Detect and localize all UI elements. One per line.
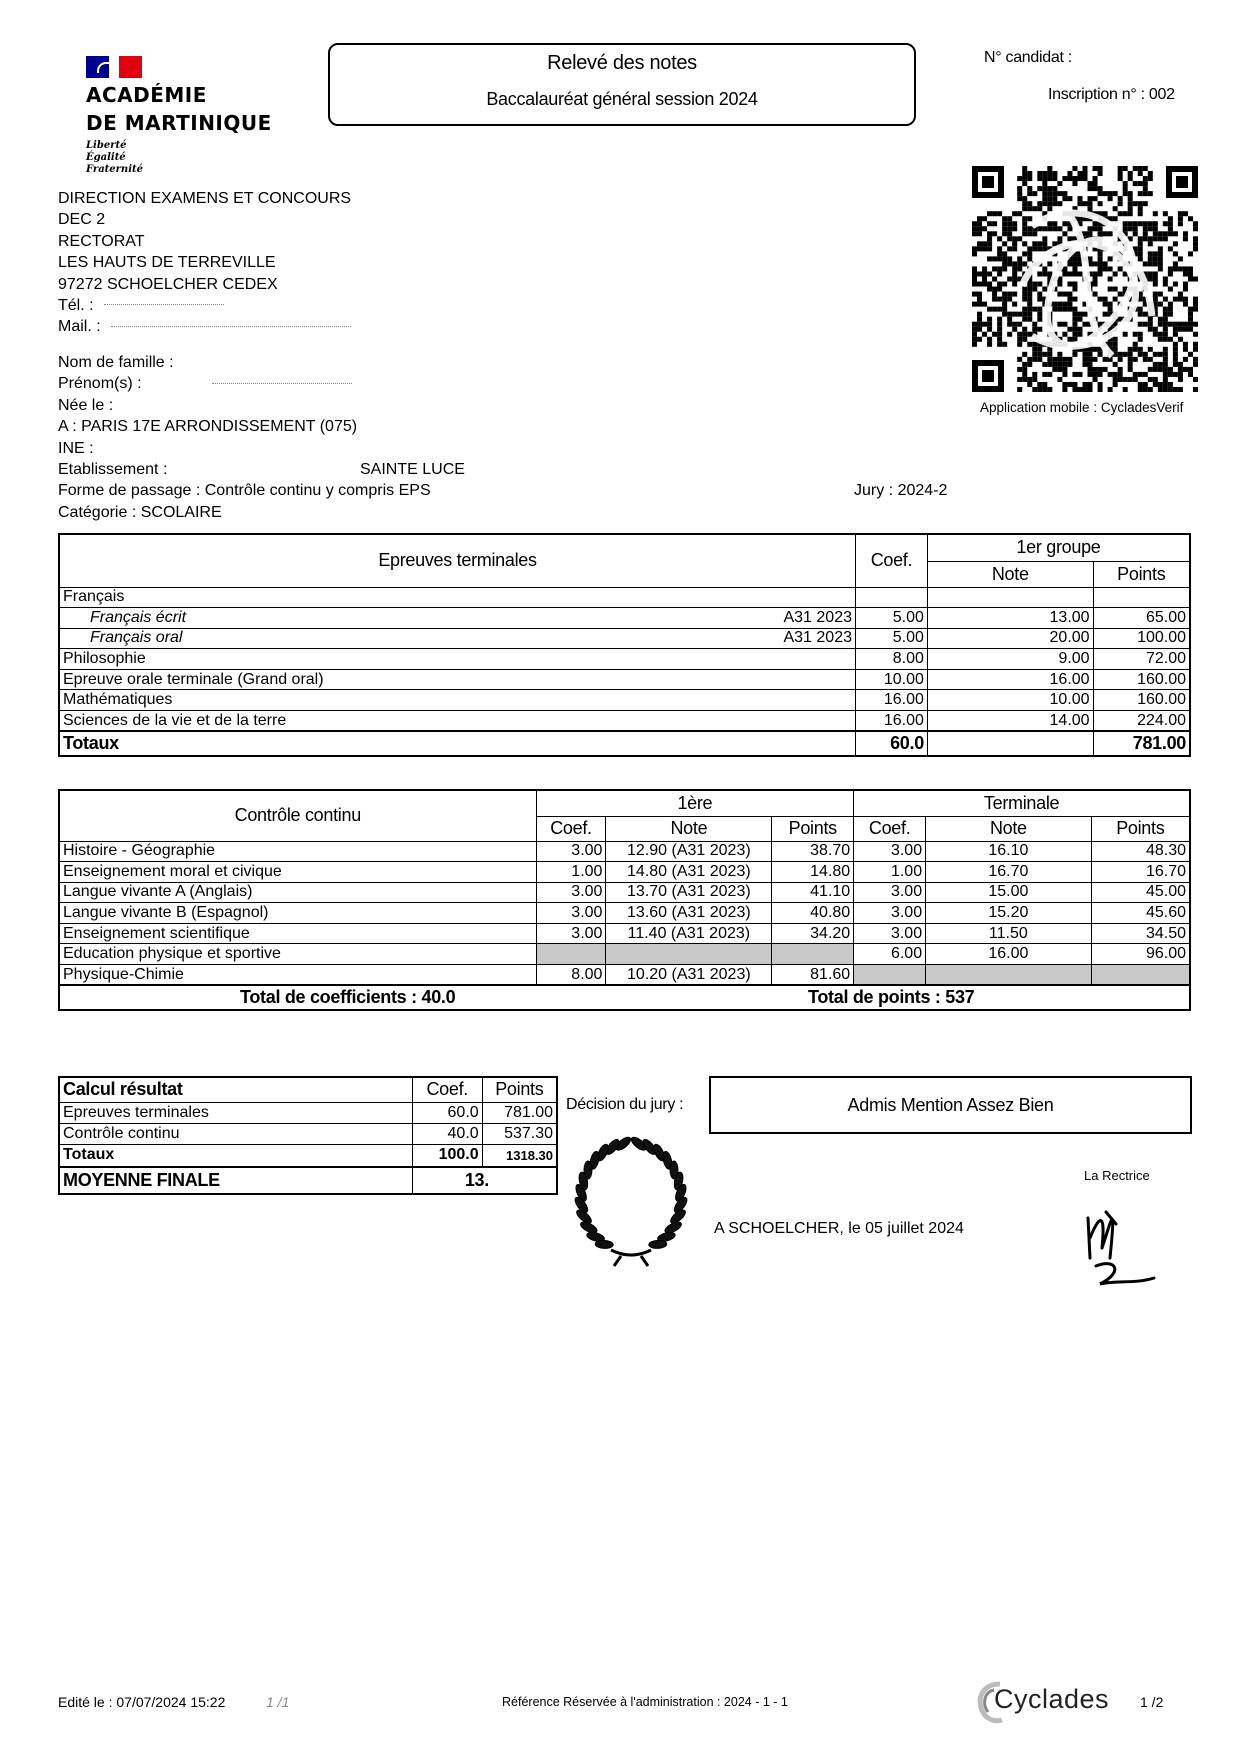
epreuve-label: Mathématiques bbox=[63, 691, 173, 709]
decision-label: Décision du jury : bbox=[566, 1096, 684, 1113]
laurel-wreath-icon bbox=[566, 1128, 696, 1268]
epreuve-label: Philosophie bbox=[63, 650, 146, 668]
coef-header: Coef. bbox=[536, 816, 606, 841]
epreuve-label-cell bbox=[59, 628, 856, 649]
place-date: A SCHOELCHER, le 05 juillet 2024 bbox=[714, 1220, 964, 1237]
calcul-label: Contrôle continu bbox=[59, 1123, 412, 1144]
note-cell: 13.00 bbox=[927, 608, 1093, 629]
points-terminale bbox=[1091, 965, 1190, 986]
coef-terminale: 3.00 bbox=[854, 841, 926, 862]
epreuve-label: Français oral bbox=[90, 629, 183, 647]
address-block bbox=[58, 188, 351, 338]
note-terminale: 15.20 bbox=[926, 903, 1092, 924]
footer-pages: 1 /2 bbox=[1140, 1694, 1164, 1710]
etablissement-row bbox=[58, 459, 958, 480]
epreuve-session: A31 2023 bbox=[783, 629, 852, 647]
coef-header: Coef. bbox=[856, 534, 928, 587]
controle-totals bbox=[59, 985, 1190, 1010]
mail-label: Mail. : bbox=[58, 318, 101, 336]
epreuve-label-cell bbox=[59, 690, 856, 711]
devise bbox=[86, 140, 286, 176]
coef-terminale: 3.00 bbox=[854, 882, 926, 903]
redacted-field bbox=[111, 326, 351, 329]
academie-logo bbox=[86, 56, 286, 176]
address-line: DIRECTION EXAMENS ET CONCOURS bbox=[58, 190, 352, 207]
tel-label: Tél. : bbox=[58, 297, 94, 315]
epreuve-label: Français écrit bbox=[90, 608, 187, 626]
document-subtitle: Baccalauréat général session 2024 bbox=[486, 89, 758, 109]
inscription-number: Inscription n° : 002 bbox=[1048, 86, 1175, 103]
table-row bbox=[59, 841, 1190, 862]
note-terminale bbox=[926, 965, 1092, 986]
controle-table bbox=[58, 789, 1191, 1011]
note-cell bbox=[927, 587, 1093, 608]
note-1ere: 10.20 (A31 2023) bbox=[606, 965, 772, 986]
epreuve-label-cell bbox=[59, 587, 856, 608]
epreuve-label-cell bbox=[59, 649, 856, 670]
totaux-row bbox=[59, 731, 1190, 756]
address-line: RECTORAT bbox=[58, 232, 145, 250]
etablissement-value: SAINTE LUCE bbox=[360, 461, 465, 479]
coef-cell: 16.00 bbox=[856, 711, 928, 732]
note-1ere: 13.70 (A31 2023) bbox=[606, 882, 772, 903]
signatory-title: La Rectrice bbox=[1084, 1168, 1150, 1183]
address-line: LES HAUTS DE TERREVILLE bbox=[58, 254, 276, 272]
premiere-header: 1ère bbox=[536, 790, 854, 816]
cyclades-brand: Cyclades bbox=[994, 1684, 1110, 1714]
table-row bbox=[59, 1102, 557, 1123]
coef-1ere: 3.00 bbox=[536, 903, 606, 924]
calcul-totaux-row bbox=[59, 1144, 557, 1167]
coef-cell: 5.00 bbox=[856, 628, 928, 649]
logo-line-2: DE MARTINIQUE bbox=[86, 111, 272, 135]
calcul-totaux-label: Totaux bbox=[59, 1144, 412, 1167]
table-row bbox=[59, 923, 1190, 944]
points-cell bbox=[1093, 587, 1190, 608]
points-header: Points bbox=[1091, 816, 1190, 841]
matiere-label: Enseignement scientifique bbox=[59, 923, 536, 944]
prenom-row bbox=[58, 373, 958, 394]
note-1ere bbox=[606, 944, 772, 965]
prenom-label: Prénom(s) : bbox=[58, 375, 142, 393]
footer-page: 1 /1 bbox=[266, 1694, 290, 1710]
coef-header: Coef. bbox=[412, 1077, 482, 1102]
epreuves-header: Epreuves terminales bbox=[59, 534, 856, 587]
epreuve-label: Français bbox=[63, 588, 125, 606]
devise-fraternite: Fraternité bbox=[86, 164, 143, 175]
table-row bbox=[59, 944, 1190, 965]
coef-cell: 5.00 bbox=[856, 608, 928, 629]
coef-1ere: 1.00 bbox=[536, 862, 606, 883]
epreuve-label-cell bbox=[59, 711, 856, 732]
table-row bbox=[59, 649, 1190, 670]
matiere-label: Education physique et sportive bbox=[59, 944, 536, 965]
matiere-label: Enseignement moral et civique bbox=[59, 862, 536, 883]
forme-row bbox=[58, 480, 958, 501]
total-points: Total de points : 537 bbox=[808, 987, 975, 1008]
points-terminale: 16.70 bbox=[1091, 862, 1190, 883]
birthplace: A : PARIS 17E ARRONDISSEMENT (075) bbox=[58, 418, 358, 436]
table-row bbox=[59, 882, 1190, 903]
calcul-coef: 60.0 bbox=[412, 1102, 482, 1123]
note-1ere: 11.40 (A31 2023) bbox=[606, 923, 772, 944]
redacted-field bbox=[212, 383, 352, 386]
groupe-header: 1er groupe bbox=[927, 534, 1190, 561]
epreuve-label-cell bbox=[59, 669, 856, 690]
matiere-label: Histoire - Géographie bbox=[59, 841, 536, 862]
points-cell: 160.00 bbox=[1093, 690, 1190, 711]
epreuve-label-cell bbox=[59, 608, 856, 629]
note-1ere: 14.80 (A31 2023) bbox=[606, 862, 772, 883]
contact-tel bbox=[58, 295, 351, 316]
moyenne-row bbox=[59, 1167, 557, 1194]
note-cell: 20.00 bbox=[927, 628, 1093, 649]
decision-value: Admis Mention Assez Bien bbox=[709, 1076, 1192, 1134]
coef-cell: 8.00 bbox=[856, 649, 928, 670]
footer-reference: Référence Réservée à l'administration : 2024 - 1 - 1 bbox=[502, 1695, 788, 1709]
categorie: Catégorie : SCOLAIRE bbox=[58, 503, 222, 521]
note-1ere: 12.90 (A31 2023) bbox=[606, 841, 772, 862]
epreuve-session: A31 2023 bbox=[783, 608, 852, 626]
note-header: Note bbox=[927, 561, 1093, 587]
points-1ere: 41.10 bbox=[772, 882, 854, 903]
calcul-points: 781.00 bbox=[482, 1102, 557, 1123]
note-terminale: 15.00 bbox=[926, 882, 1092, 903]
calcul-coef: 40.0 bbox=[412, 1123, 482, 1144]
address-line: DEC 2 bbox=[58, 211, 106, 229]
table-row bbox=[59, 965, 1190, 986]
points-1ere: 40.80 bbox=[772, 903, 854, 924]
points-1ere: 34.20 bbox=[772, 923, 854, 944]
calcul-totaux-points: 1318.30 bbox=[482, 1144, 557, 1167]
total-coefficients: Total de coefficients : 40.0 bbox=[240, 987, 456, 1008]
forme-passage: Forme de passage : Contrôle continu y compris EPS bbox=[58, 482, 431, 500]
footer-edited-date: Edité le : 07/07/2024 15:22 bbox=[58, 1694, 226, 1710]
epreuves-table bbox=[58, 533, 1191, 757]
matiere-label: Langue vivante B (Espagnol) bbox=[59, 903, 536, 924]
jury: Jury : 2024-2 bbox=[854, 482, 948, 500]
note-1ere: 13.60 (A31 2023) bbox=[606, 903, 772, 924]
points-terminale: 96.00 bbox=[1091, 944, 1190, 965]
points-cell: 224.00 bbox=[1093, 711, 1190, 732]
controle-totals-row bbox=[59, 985, 1190, 1010]
marianne-flag-icon bbox=[86, 56, 142, 78]
etablissement-label: Etablissement : bbox=[58, 461, 168, 479]
table-row bbox=[59, 669, 1190, 690]
note-cell: 14.00 bbox=[927, 711, 1093, 732]
devise-liberte: Liberté bbox=[86, 140, 127, 151]
table-row bbox=[59, 690, 1190, 711]
matiere-label: Langue vivante A (Anglais) bbox=[59, 882, 536, 903]
table-row bbox=[59, 1123, 557, 1144]
points-terminale: 45.60 bbox=[1091, 903, 1190, 924]
coef-terminale: 3.00 bbox=[854, 903, 926, 924]
address-line: 97272 SCHOELCHER CEDEX bbox=[58, 275, 278, 293]
moyenne-label: MOYENNE FINALE bbox=[59, 1167, 412, 1194]
devise-egalite: Égalité bbox=[86, 152, 126, 163]
note-terminale: 11.50 bbox=[926, 923, 1092, 944]
points-header: Points bbox=[482, 1077, 557, 1102]
totaux-points: 781.00 bbox=[1093, 731, 1190, 756]
points-cell: 160.00 bbox=[1093, 669, 1190, 690]
totaux-label: Totaux bbox=[59, 731, 856, 756]
title-box bbox=[328, 43, 916, 126]
signature-icon bbox=[1076, 1188, 1156, 1298]
table-row bbox=[59, 862, 1190, 883]
moyenne-value: 13. bbox=[412, 1167, 557, 1194]
qr-code-icon bbox=[972, 166, 1198, 392]
totaux-coef: 60.0 bbox=[856, 731, 928, 756]
coef-1ere: 3.00 bbox=[536, 841, 606, 862]
terminale-header: Terminale bbox=[854, 790, 1190, 816]
table-row bbox=[59, 608, 1190, 629]
matiere-label: Physique-Chimie bbox=[59, 965, 536, 986]
controle-header: Contrôle continu bbox=[59, 790, 536, 841]
coef-cell: 10.00 bbox=[856, 669, 928, 690]
totaux-note bbox=[927, 731, 1093, 756]
calcul-totaux-coef: 100.0 bbox=[412, 1144, 482, 1167]
table-row bbox=[59, 711, 1190, 732]
note-header: Note bbox=[606, 816, 772, 841]
note-cell: 9.00 bbox=[927, 649, 1093, 670]
points-cell: 72.00 bbox=[1093, 649, 1190, 670]
coef-1ere: 3.00 bbox=[536, 923, 606, 944]
table-row bbox=[59, 903, 1190, 924]
coef-header: Coef. bbox=[854, 816, 926, 841]
redacted-field bbox=[104, 304, 224, 307]
note-terminale: 16.10 bbox=[926, 841, 1092, 862]
coef-1ere bbox=[536, 944, 606, 965]
coef-terminale bbox=[854, 965, 926, 986]
epreuve-label: Sciences de la vie et de la terre bbox=[63, 711, 287, 729]
candidate-block bbox=[58, 352, 958, 523]
coef-1ere: 8.00 bbox=[536, 965, 606, 986]
table-row bbox=[59, 628, 1190, 649]
contact-mail bbox=[58, 316, 351, 337]
coef-1ere: 3.00 bbox=[536, 882, 606, 903]
epreuve-label: Epreuve orale terminale (Grand oral) bbox=[63, 670, 324, 688]
table-row bbox=[59, 587, 1190, 608]
cyclades-logo bbox=[974, 1678, 1124, 1726]
logo-line-1: ACADÉMIE bbox=[86, 83, 207, 107]
coef-terminale: 3.00 bbox=[854, 923, 926, 944]
ine-label: INE : bbox=[58, 439, 94, 457]
coef-cell bbox=[856, 587, 928, 608]
note-cell: 16.00 bbox=[927, 669, 1093, 690]
note-terminale: 16.00 bbox=[926, 944, 1092, 965]
calcul-points: 537.30 bbox=[482, 1123, 557, 1144]
coef-terminale: 1.00 bbox=[854, 862, 926, 883]
nee-label: Née le : bbox=[58, 396, 114, 414]
points-cell: 100.00 bbox=[1093, 628, 1190, 649]
candidate-number-label: N° candidat : bbox=[984, 49, 1072, 66]
points-1ere: 81.60 bbox=[772, 965, 854, 986]
calcul-table bbox=[58, 1076, 558, 1195]
points-terminale: 45.00 bbox=[1091, 882, 1190, 903]
document-title: Relevé des notes bbox=[547, 52, 697, 74]
points-header: Points bbox=[772, 816, 854, 841]
calcul-label: Epreuves terminales bbox=[59, 1102, 412, 1123]
points-1ere bbox=[772, 944, 854, 965]
points-header: Points bbox=[1093, 561, 1190, 587]
note-terminale: 16.70 bbox=[926, 862, 1092, 883]
coef-terminale: 6.00 bbox=[854, 944, 926, 965]
coef-cell: 16.00 bbox=[856, 690, 928, 711]
points-1ere: 14.80 bbox=[772, 862, 854, 883]
points-1ere: 38.70 bbox=[772, 841, 854, 862]
nom-label: Nom de famille : bbox=[58, 354, 174, 371]
calcul-header: Calcul résultat bbox=[59, 1077, 412, 1102]
points-terminale: 34.50 bbox=[1091, 923, 1190, 944]
points-cell: 65.00 bbox=[1093, 608, 1190, 629]
points-terminale: 48.30 bbox=[1091, 841, 1190, 862]
note-header: Note bbox=[926, 816, 1092, 841]
qr-caption: Application mobile : CycladesVerif bbox=[980, 400, 1184, 415]
note-cell: 10.00 bbox=[927, 690, 1093, 711]
